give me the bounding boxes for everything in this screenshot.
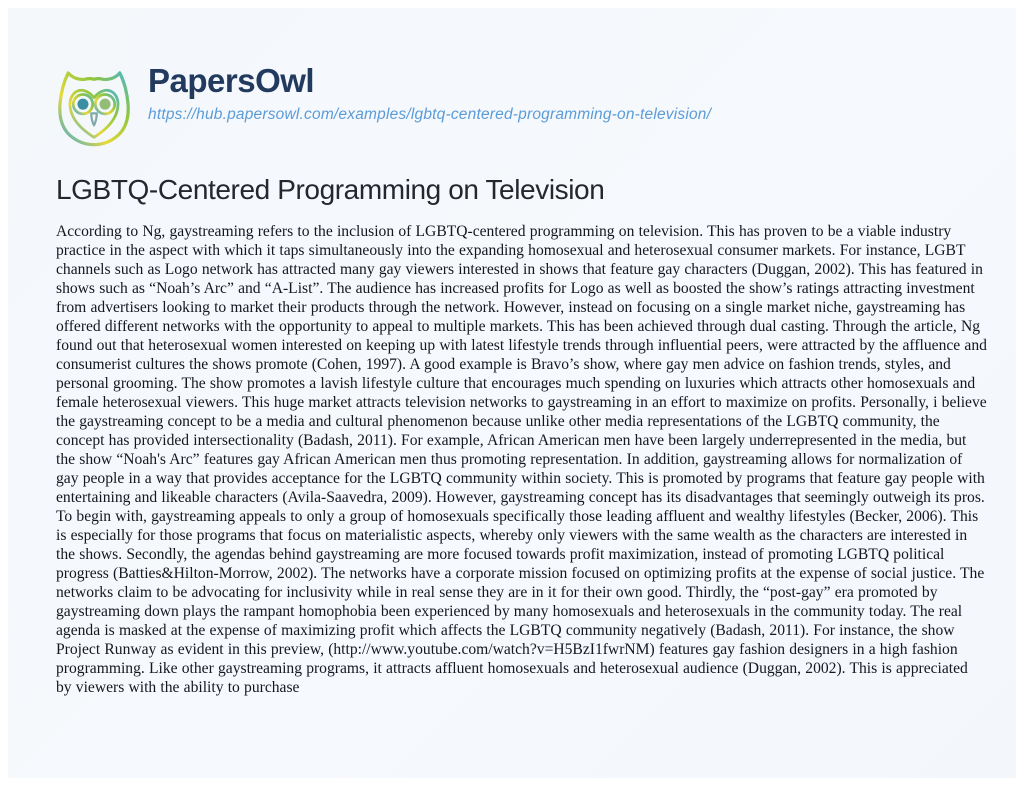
header [48,60,711,152]
brand-block [148,60,711,124]
owl-icon [48,60,140,152]
papersowl-logo [48,60,140,152]
brand-name: PapersOwl [148,62,315,99]
essay-body: According to Ng, gaystreaming refers to the inclusion of LGBTQ-centered programming on television. This has proven to be a viable industry practice in the aspect with which it taps simultaneously into the expanding homosexual and heterosexual consumer markets. For instance, LGBT channels such as Logo network has attracted many gay viewers interested in shows that feature gay characters (Duggan, 2002). This has featured in shows such as “Noah’s Arc” and “A-List”. The audience has increased profits for Logo as well as boosted the show’s ratings attracting investment from advertisers looking to market their products through the network. However, instead on focusing on a single market niche, gaystreaming has offered different networks with the opportunity to appeal to multiple markets. This has been achieved through dual casting. Through the article, Ng found out that heterosexual women interested on keeping up with latest lifestyle trends through influential peers, were attracted by the affluence and consumerist cultures the shows promote (Cohen, 1997). A good example is Bravo’s show, where gay men advice on fashion trends, styles, and personal grooming. The show promotes a lavish lifestyle culture that encourages much spending on luxuries which attracts other homosexuals and female heterosexual viewers. This huge market attracts television networks to gaystreaming in an effort to maximize on profits. Personally, i believe the gaystreaming concept to be a media and cultural phenomenon because unlike other media representations of the LGBTQ community, the concept has provided intersectionality (Badash, 2011). For example, African American men have been largely underrepresented in the media, but the show “Noah's Arc” features gay African American men thus promoting representation. In addition, gaystreaming allows for normalization of gay people in a way that provides acceptance for the LGBTQ community within society. This is promoted by programs that feature gay people with entertaining and likeable characters (Avila-Saavedra, 2009). However, gaystreaming concept has its disadvantages that seemingly outweigh its pros. To begin with, gaystreaming appeals to only a group of homosexuals specifically those leading affluent and wealthy lifestyles (Becker, 2006). This is especially for those programs that focus on materialistic aspects, whereby only viewers with the same wealth as the characters are interested in the shows. Secondly, the agendas behind gaystreaming are more focused towards profit maximization, instead of promoting LGBTQ political progress (Batties&Hilton-Morrow, 2002). The networks have a corporate mission focused on optimizing profits at the expense of social justice. The networks claim to be advocating for inclusivity while in real sense they are in it for their own good. Thirdly, the “post-gay” era promoted by gaystreaming down plays the rampant homophobia been experienced by many homosexuals and heterosexuals in the community today. The real agenda is masked at the expense of maximizing profit which affects the LGBTQ community negatively (Badash, 2011). For instance, the show Project Runway as evident in this preview, (http://www.youtube.com/watch?v=H5BzI1fwrNM) features gay fashion designers in a high fashion programming. Like other gaystreaming programs, it attracts affluent homosexuals and heterosexual audience (Duggan, 2002). This is appreciated by viewers with the ability to purchase [56,223,987,696]
page-title: LGBTQ-Centered Programming on Television [56,174,605,205]
page [8,8,1016,778]
source-url-link[interactable]: https://hub.papersowl.com/examples/lgbtq-centered-programming-on-television/ [148,105,712,123]
